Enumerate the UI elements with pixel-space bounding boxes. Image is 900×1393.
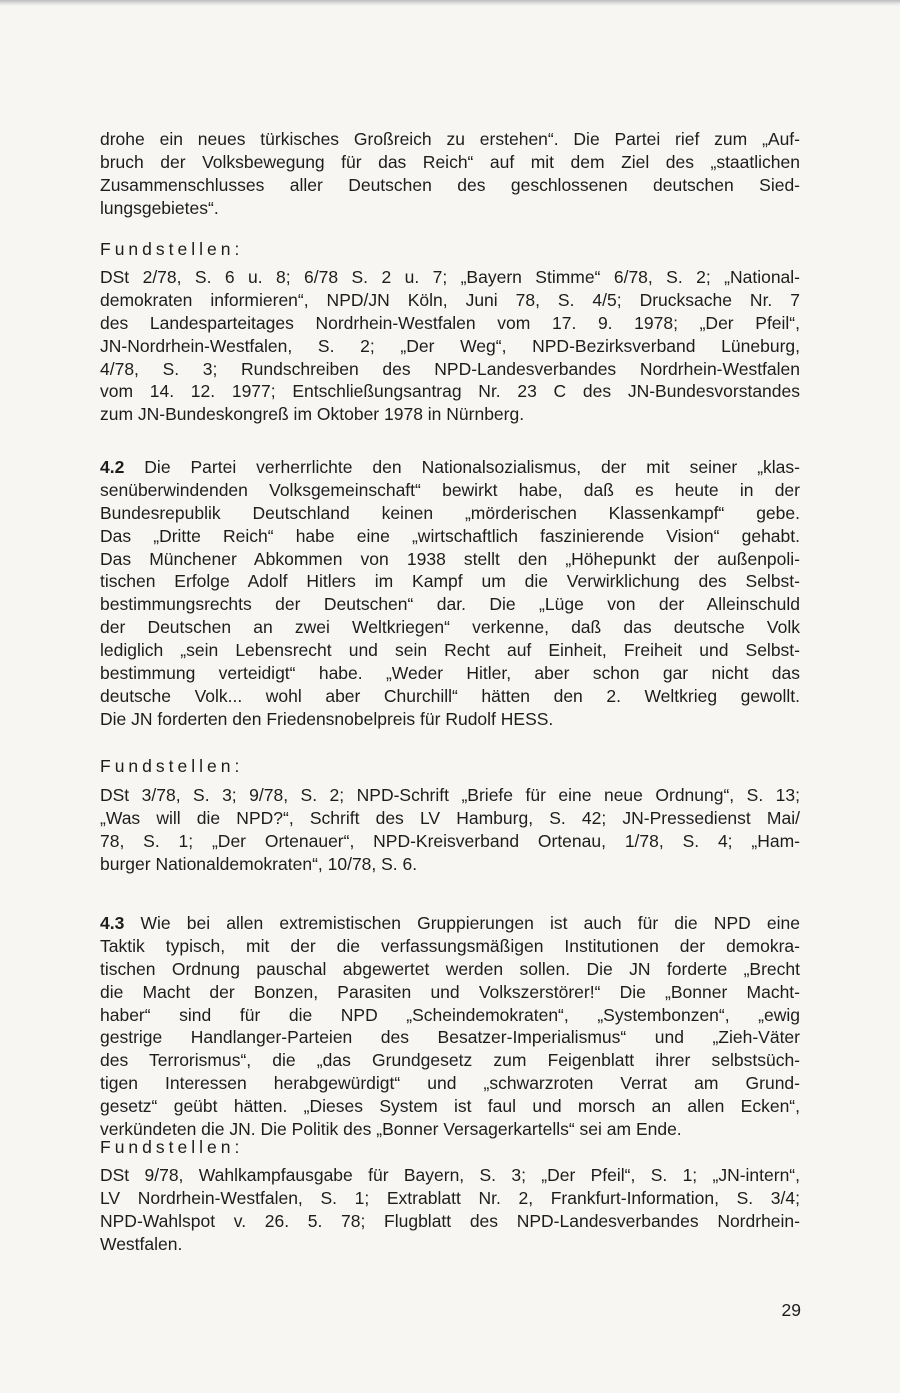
source-line: demokraten informieren“, NPD/JN Köln, Juni 78, S. 4/5; Drucksache Nr. 7	[100, 289, 800, 310]
fundstellen-label: Fundstellen:	[100, 1137, 244, 1157]
section-4-2-paragraph	[100, 456, 800, 731]
source-line: vom 14. 12. 1977; Entschließungsantrag Nr. 23 C des JN-Bundesvorstandes	[100, 381, 800, 402]
text-line: Das „Dritte Reich“ habe eine „wirtschaftlich faszinierende Vision“ gehabt.	[100, 525, 800, 546]
source-line: des Landesparteitages Nordrhein-Westfalen vom 17. 9. 1978; „Der Pfeil“,	[100, 312, 800, 333]
section-number: 4.2	[100, 457, 125, 477]
text-line: bestimmung verteidigt“ habe. „Weder Hitler, aber schon gar nicht das	[100, 663, 800, 684]
section-number: 4.3	[100, 913, 125, 933]
text-line: verkündeten die JN. Die Politik des „Bonner Versagerkartells“ sei am Ende.	[100, 1119, 682, 1140]
text-line: lungsgebietes“.	[100, 197, 219, 218]
fundstellen-heading-2	[100, 755, 800, 778]
text-line: Das Münchener Abkommen von 1938 stellt den „Höhepunkt der außenpoli-	[100, 548, 800, 569]
fundstellen-sources-3	[100, 1164, 800, 1256]
text-line: lediglich „sein Lebensrecht und sein Recht auf Einheit, Freiheit und Selbst-	[100, 640, 800, 661]
text-line: tischen Ordnung pauschal abgewertet werden sollen. Die JN forderte „Brecht	[100, 958, 800, 979]
source-line: 78, S. 1; „Der Ortenauer“, NPD-Kreisverband Ortenau, 1/78, S. 4; „Ham-	[100, 830, 800, 851]
text-line: Zusammenschlusses aller Deutschen des geschlossenen deutschen Sied-	[100, 174, 800, 195]
text-line: tigen Interessen herabgewürdigt“ und „schwarzroten Verrat am Grund-	[100, 1073, 800, 1094]
text-line: die Macht der Bonzen, Parasiten und Volkszerstörer!“ Die „Bonner Macht-	[100, 981, 800, 1002]
text-line: Bundesrepublik Deutschland keinen „mörderischen Klassenkampf“ gebe.	[100, 502, 800, 523]
source-line: NPD-Wahlspot v. 26. 5. 78; Flugblatt des NPD-Landesverbandes Nordrhein-	[100, 1210, 800, 1231]
source-line: 4/78, S. 3; Rundschreiben des NPD-Landesverbandes Nordrhein-Westfalen	[100, 358, 800, 379]
fundstellen-sources-2	[100, 784, 800, 876]
text-line: der Deutschen an zwei Weltkriegen“ verkenne, daß das deutsche Volk	[100, 617, 800, 638]
source-line: DSt 9/78, Wahlkampfausgabe für Bayern, S. 3; „Der Pfeil“, S. 1; „JN-intern“,	[100, 1165, 800, 1185]
text-line: tischen Erfolge Adolf Hitlers im Kampf um die Verwirklichung des Selbst-	[100, 571, 800, 592]
text-line: Die JN forderten den Friedensnobelpreis für Rudolf HESS.	[100, 708, 554, 729]
intro-paragraph	[100, 128, 800, 220]
text-line	[100, 456, 800, 479]
source-line: burger Nationaldemokraten“, 10/78, S. 6.	[100, 853, 418, 874]
source-line: JN-Nordrhein-Westfalen, S. 2; „Der Weg“, NPD-Bezirksverband Lüneburg,	[100, 335, 800, 356]
fundstellen-heading-3	[100, 1136, 800, 1159]
text-line: gestrige Handlanger-Parteien des Besatzer-Imperialismus“ und „Zieh-Väter	[100, 1027, 800, 1048]
text-line: gesetz“ geübt hätten. „Dieses System ist faul und morsch an allen Ecken“,	[100, 1096, 800, 1117]
text-line	[100, 912, 800, 935]
source-line: zum JN-Bundeskongreß im Oktober 1978 in Nürnberg.	[100, 404, 525, 425]
text-line: Taktik typisch, mit der die verfassungsmäßigen Institutionen der demokra-	[100, 935, 800, 956]
source-line: DSt 3/78, S. 3; 9/78, S. 2; NPD-Schrift „Briefe für eine neue Ordnung“, S. 13;	[100, 785, 800, 805]
fundstellen-label: Fundstellen:	[100, 756, 244, 776]
text-line: bruch der Volksbewegung für das Reich“ auf mit dem Ziel des „staatlichen	[100, 151, 800, 172]
text-line: deutsche Volk... wohl aber Churchill“ hätten den 2. Weltkrieg gewollt.	[100, 685, 800, 706]
page-number: 29	[781, 1300, 801, 1320]
fundstellen-heading-1	[100, 238, 800, 261]
section-4-3-paragraph	[100, 912, 800, 1141]
text-line: haber“ sind für die NPD „Scheindemokraten“, „Systembonzen“, „ewig	[100, 1004, 800, 1025]
text-line: drohe ein neues türkisches Großreich zu erstehen“. Die Partei rief zum „Auf-	[100, 129, 800, 149]
text-fragment: Die Partei verherrlichte den Nationalsozialismus, der mit seiner „klas-	[124, 457, 800, 477]
source-line: „Was will die NPD?“, Schrift des LV Hamburg, S. 42; JN-Pressedienst Mai/	[100, 807, 800, 828]
source-line: Westfalen.	[100, 1233, 183, 1254]
text-line: senüberwindenden Volksgemeinschaft“ bewirkt habe, daß es heute in der	[100, 479, 800, 500]
fundstellen-label: Fundstellen:	[100, 239, 244, 259]
source-line: DSt 2/78, S. 6 u. 8; 6/78 S. 2 u. 7; „Bayern Stimme“ 6/78, S. 2; „National-	[100, 267, 800, 287]
text-line: bestimmungsrechts der Deutschen“ dar. Die „Lüge von der Alleinschuld	[100, 594, 800, 615]
fundstellen-sources-1	[100, 266, 800, 426]
source-line: LV Nordrhein-Westfalen, S. 1; Extrablatt Nr. 2, Frankfurt-Information, S. 3/4;	[100, 1187, 800, 1208]
text-fragment: Wie bei allen extremistischen Gruppierungen ist auch für die NPD eine	[124, 913, 800, 933]
text-line: des Terrorismus“, die „das Grundgesetz zum Feigenblatt ihrer selbstsüch-	[100, 1050, 800, 1071]
scan-edge	[0, 0, 900, 6]
